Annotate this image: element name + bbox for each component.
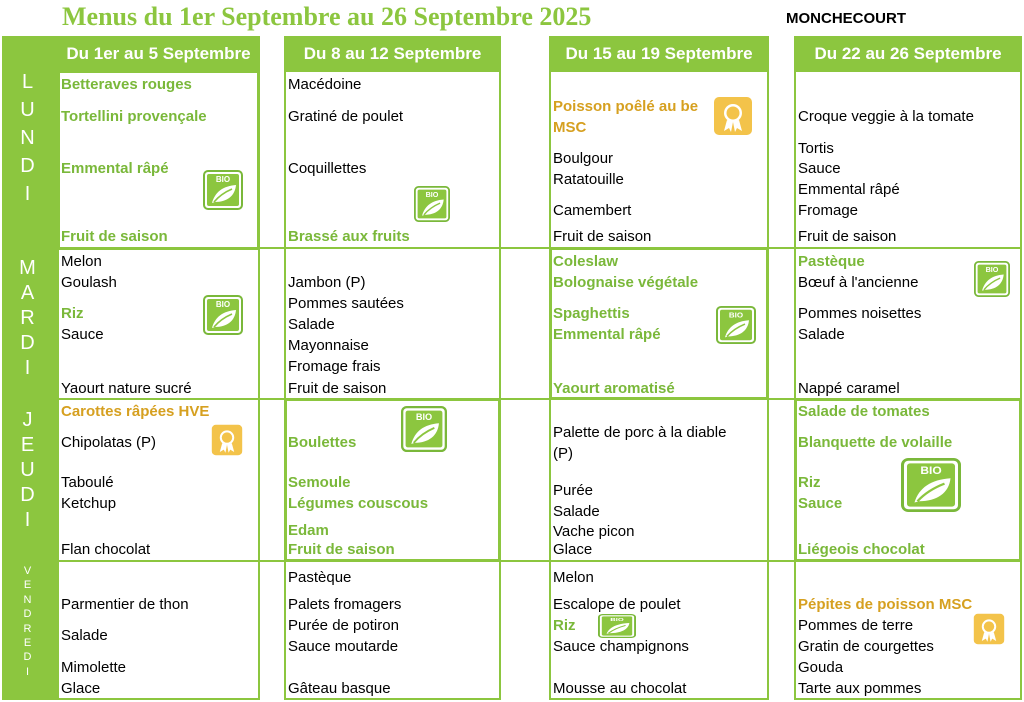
menu-item: Melon: [553, 569, 594, 586]
menu-item: Sauce moutarde: [288, 638, 399, 655]
day-label-mardi: M A R D I: [19, 257, 36, 379]
menu-item: Pépites de poisson MSC: [798, 596, 973, 613]
bio-label-icon: [203, 295, 243, 335]
menu-item: Bolognaise végétale: [553, 274, 699, 291]
menu-item: Poisson poêlé au be: [553, 98, 699, 115]
menu-item: Carottes râpées HVE: [61, 403, 210, 420]
menu-item: Mimolette: [61, 659, 127, 676]
menu-item: Salade de tomates: [798, 403, 930, 420]
menu-item: Purée de potiron: [288, 617, 399, 634]
menu-item: Jambon (P): [288, 274, 366, 291]
menu-item: Glace: [553, 541, 593, 558]
menu-item: Glace: [61, 680, 101, 697]
menu-item: Riz: [61, 305, 84, 322]
page-title: Menus du 1er Septembre au 26 Septembre 2025: [62, 2, 592, 31]
menu-item: Purée: [553, 482, 594, 499]
svg-text:BIO: BIO: [610, 617, 624, 623]
menu-item: Gouda: [798, 659, 844, 676]
menu-item: Fromage: [798, 202, 859, 219]
week-header: Du 8 au 12 Septembre: [284, 36, 501, 72]
menu-item: Ketchup: [61, 495, 117, 512]
day-label-jeudi: J E U D I: [20, 409, 35, 531]
quality-label-icon: [713, 96, 753, 136]
menu-item: Fruit de saison: [288, 541, 395, 558]
menu-item: Gratiné de poulet: [288, 108, 404, 125]
menu-item: Palets fromagers: [288, 596, 402, 613]
menu-item: Sauce: [61, 326, 104, 343]
svg-text:BIO: BIO: [215, 300, 231, 309]
svg-text:BIO: BIO: [728, 310, 744, 320]
menu-item: Flan chocolat: [61, 541, 151, 558]
bio-label-icon: [598, 614, 636, 638]
menu-item: Fruit de saison: [61, 228, 168, 245]
svg-text:BIO: BIO: [920, 465, 942, 478]
menu-item: MSC: [553, 119, 587, 136]
menu-item: Salade: [798, 326, 845, 343]
menu-item: Betteraves rouges: [61, 76, 192, 93]
menu-item: Parmentier de thon: [61, 596, 189, 613]
quality-label-icon: [211, 424, 243, 456]
menu-item: Sauce: [798, 160, 841, 177]
week-header: Du 15 au 19 Septembre: [549, 36, 769, 72]
menu-item: Pommes noisettes: [798, 305, 922, 322]
menu-item: Emmental râpé: [553, 326, 661, 343]
menu-item: Macédoine: [288, 76, 362, 93]
menu-item: Gratin de courgettes: [798, 638, 934, 655]
menu-item: Salade: [553, 503, 600, 520]
menu-item: Pommes de terre: [798, 617, 914, 634]
menu-item: Vache picon: [553, 523, 635, 540]
school-name: MONCHECOURT: [786, 10, 906, 27]
menu-item: Tortis: [798, 140, 834, 157]
menu-item: Boulgour: [553, 150, 614, 167]
menu-item: Goulash: [61, 274, 117, 291]
bio-label-icon: [974, 261, 1010, 297]
menu-item: Spaghettis: [553, 305, 630, 322]
bio-label-icon: [401, 406, 447, 452]
menu-item: Sauce: [798, 495, 843, 512]
menu-item: Palette de porc à la diable: [553, 424, 727, 441]
menu-item: Riz: [798, 474, 821, 491]
menu-item: Blanquette de volaille: [798, 434, 953, 451]
menu-item: Yaourt nature sucré: [61, 380, 192, 397]
menu-item: Emmental râpé: [61, 160, 169, 177]
bio-label-icon: [901, 458, 961, 512]
svg-text:BIO: BIO: [425, 189, 439, 199]
menu-item: Boulettes: [288, 434, 357, 451]
week-header: Du 22 au 26 Septembre: [794, 36, 1022, 72]
menu-item: Bœuf à l'ancienne: [798, 274, 919, 291]
menu-item: Salade: [61, 627, 108, 644]
menu-item: Fromage frais: [288, 358, 381, 375]
menu-item: Fruit de saison: [798, 228, 897, 245]
menu-item: Emmental râpé: [798, 181, 900, 198]
menu-item: Ratatouille: [553, 171, 624, 188]
day-label-vendredi: V E N D R E D I: [23, 565, 32, 678]
menu-item: Nappé caramel: [798, 380, 900, 397]
menu-item: Coleslaw: [553, 253, 619, 270]
menu-item: Fruit de saison: [553, 228, 652, 245]
menu-item: Tarte aux pommes: [798, 680, 922, 697]
menu-item: Chipolatas (P): [61, 434, 157, 451]
menu-item: Brassé aux fruits: [288, 228, 410, 245]
menu-item: Riz: [553, 617, 576, 634]
menu-item: Croque veggie à la tomate: [798, 108, 974, 125]
menu-item: Escalope de poulet: [553, 596, 681, 613]
menu-item: Mayonnaise: [288, 337, 369, 354]
week-header: Du 1er au 5 Septembre: [57, 36, 260, 72]
menu-item: Yaourt aromatisé: [553, 380, 675, 397]
menu-item: Gâteau basque: [288, 680, 391, 697]
svg-text:BIO: BIO: [985, 264, 999, 274]
bio-label-icon: [203, 170, 243, 210]
menu-item: Légumes couscous: [288, 495, 429, 512]
menu-item: (P): [553, 445, 573, 462]
menu-item: Salade: [288, 316, 335, 333]
svg-text:BIO: BIO: [215, 175, 231, 184]
menu-item: Melon: [61, 253, 102, 270]
menu-item: Sauce champignons: [553, 638, 689, 655]
svg-text:BIO: BIO: [415, 411, 433, 422]
menu-item: Mousse au chocolat: [553, 680, 687, 697]
bio-label-icon: [716, 306, 756, 344]
menu-item: Pastèque: [288, 569, 352, 586]
day-label-lundi: L U N D I: [20, 71, 35, 205]
menu-item: Pastèque: [798, 253, 865, 270]
menu-item: Liégeois chocolat: [798, 541, 925, 558]
menu-item: Semoule: [288, 474, 351, 491]
menu-item: Fruit de saison: [288, 380, 387, 397]
menu-item: Coquillettes: [288, 160, 367, 177]
bio-label-icon: [414, 186, 450, 222]
quality-label-icon: [973, 613, 1005, 645]
menu-item: Taboulé: [61, 474, 114, 491]
menu-item: Tortellini provençale: [61, 108, 207, 125]
menu-item: Pommes sautées: [288, 295, 404, 312]
menu-item: Edam: [288, 522, 329, 539]
menu-item: Camembert: [553, 202, 632, 219]
